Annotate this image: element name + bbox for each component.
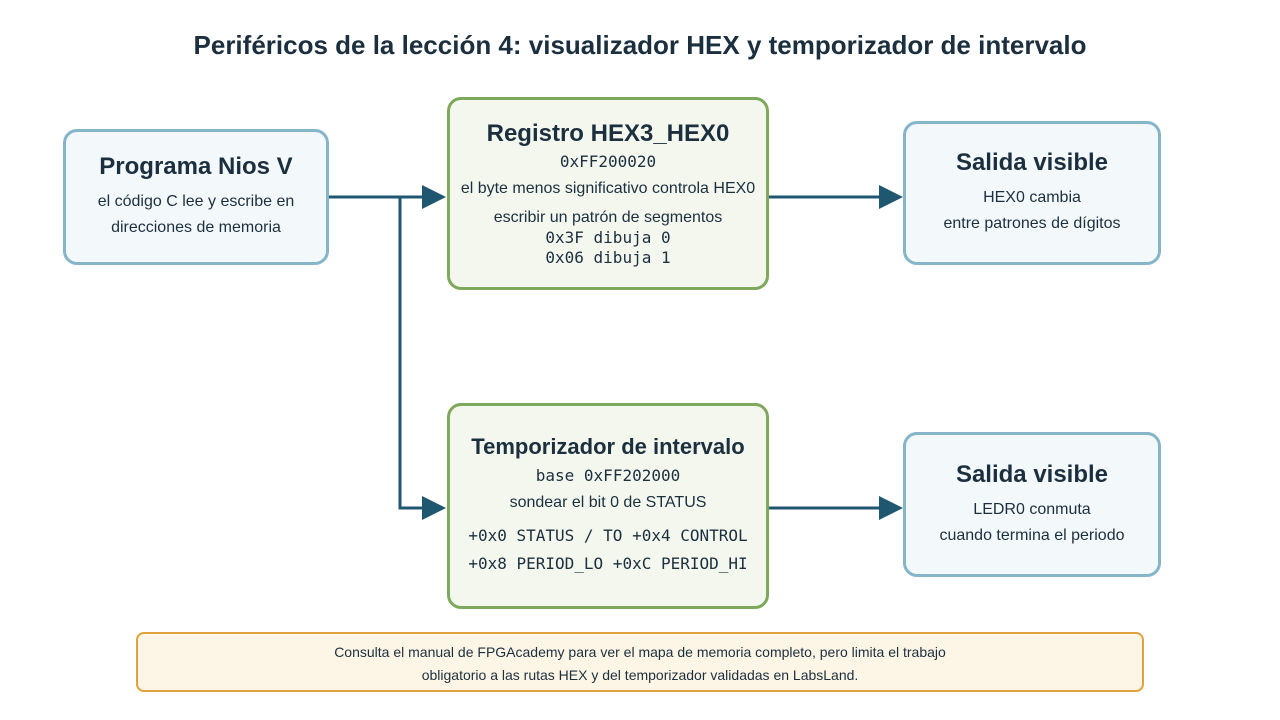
- hex-register-line1: el byte menos significativo controla HEX0: [460, 179, 756, 197]
- hex-register-code2: 0x06 dibuja 1: [545, 247, 671, 267]
- note-box: [136, 632, 1144, 692]
- hex-register-line2: escribir un patrón de segmentos: [493, 208, 723, 226]
- output-led-box: [903, 432, 1161, 577]
- arrowhead-hex: [422, 185, 446, 209]
- output-hex-line2: entre patrones de dígitos: [943, 215, 1121, 232]
- timer-code2: +0x8 PERIOD_LO +0xC PERIOD_HI: [468, 554, 748, 573]
- timer-heading: Temporizador de intervalo: [471, 434, 745, 459]
- program-heading: Programa Nios V: [99, 153, 293, 180]
- note-line1: Consulta el manual de FPGAcademy para ver el mapa de memoria completo, pero limita el trabajo: [334, 644, 946, 660]
- output-hex-line1: HEX0 cambia: [983, 189, 1081, 206]
- arrowhead-output-led: [879, 496, 903, 520]
- arrowhead-output-hex: [879, 185, 903, 209]
- timer-line1: sondear el bit 0 de STATUS: [509, 494, 707, 511]
- program-line2: direcciones de memoria: [111, 219, 281, 236]
- output-led-line1: LEDR0 conmuta: [973, 500, 1091, 518]
- hex-register-code1: 0x3F dibuja 0: [545, 227, 671, 247]
- arrow-program-to-timer: [400, 197, 426, 508]
- program-line1: el código C lee y escribe en: [97, 193, 295, 210]
- output-hex-box: [903, 121, 1161, 265]
- timer-box: [447, 403, 769, 609]
- hex-register-heading: Registro HEX3_HEX0: [486, 119, 730, 147]
- timer-code1: +0x0 STATUS / TO +0x4 CONTROL: [468, 526, 748, 545]
- output-led-line2: cuando termina el periodo: [939, 526, 1125, 544]
- diagram-title: Periféricos de la lección 4: visualizador HEX y temporizador de intervalo: [193, 30, 1087, 60]
- output-led-heading: Salida visible: [955, 460, 1109, 488]
- note-line2: obligatorio a las rutas HEX y del temporizador validadas en LabsLand.: [421, 667, 859, 683]
- output-hex-heading: Salida visible: [955, 149, 1109, 176]
- hex-register-box: [447, 97, 769, 290]
- arrowhead-timer: [422, 496, 446, 520]
- hex-register-address: 0xFF200020: [559, 151, 657, 171]
- program-box: [63, 129, 329, 265]
- timer-base: base 0xFF202000: [535, 466, 681, 485]
